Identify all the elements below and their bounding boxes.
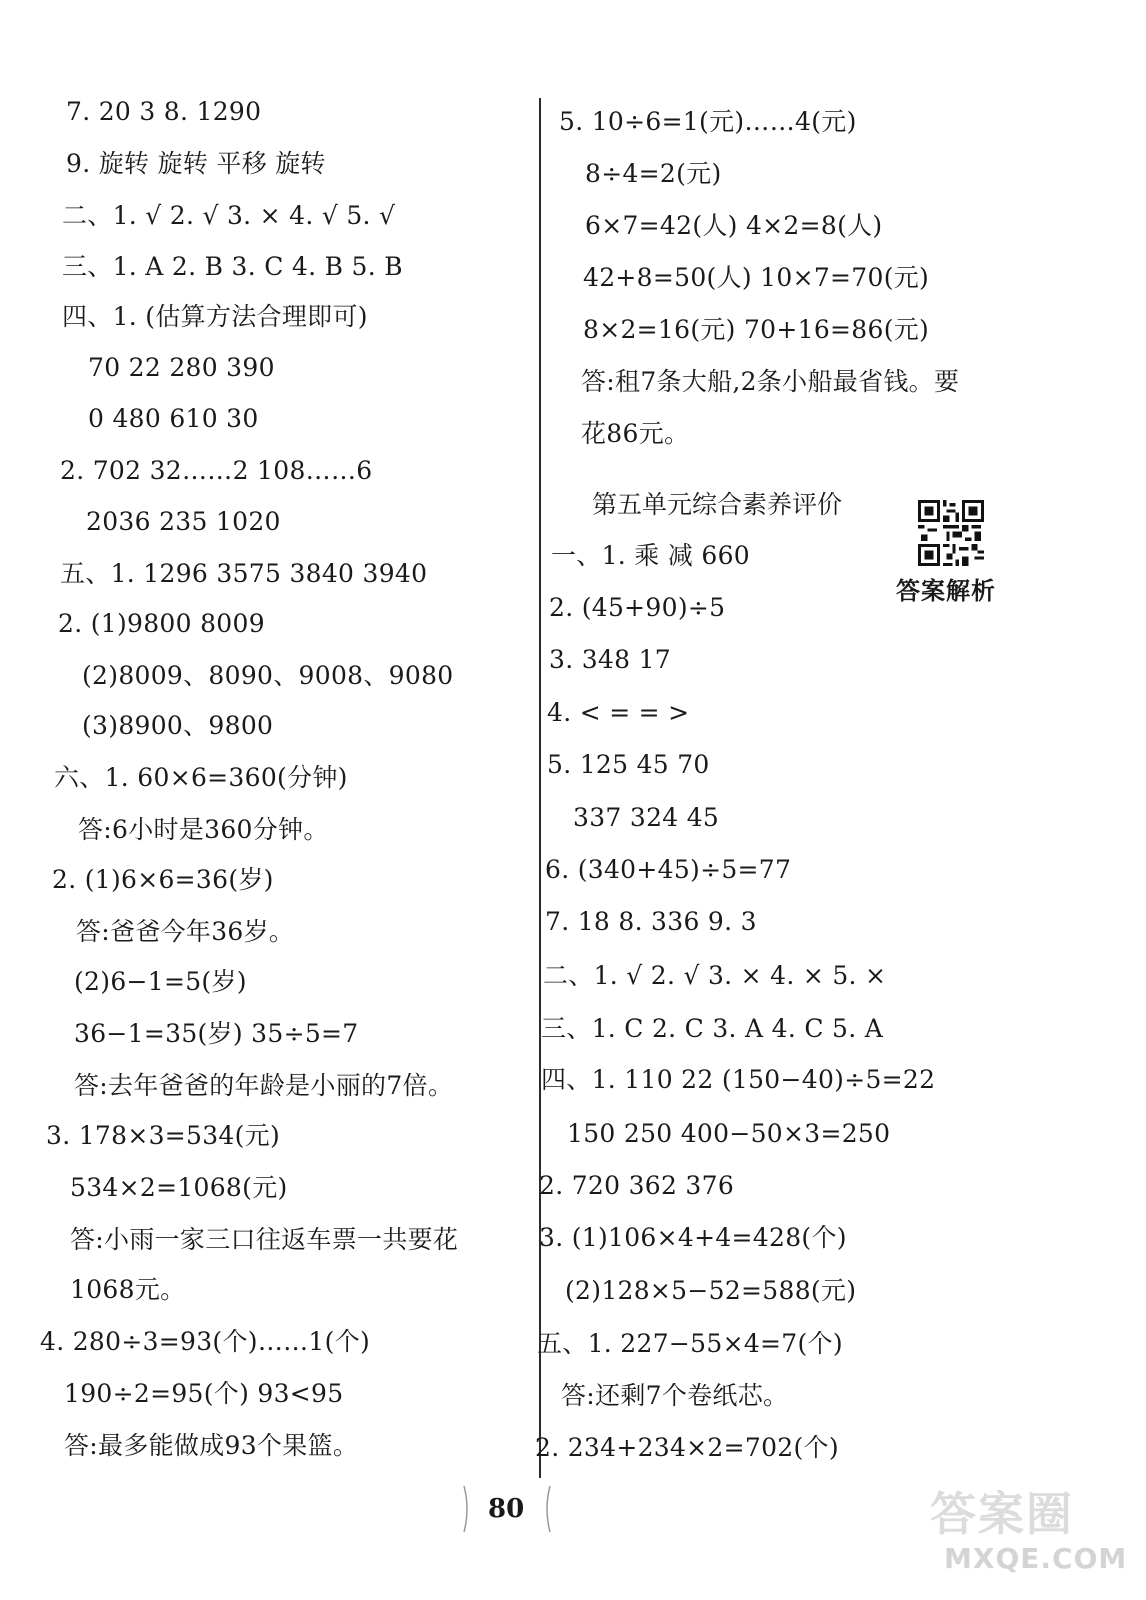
answer-line: 0 480 610 30 [88, 404, 259, 433]
answer-line: 6×7=42(人) 4×2=8(人) [585, 211, 883, 240]
answer-line: (2)128×5−52=588(元) [565, 1276, 857, 1305]
answer-line: 二、1. √ 2. √ 3. × 4. √ 5. √ [62, 201, 396, 230]
answer-line: 答:6小时是360分钟。 [78, 815, 329, 844]
answer-line: 答:还剩7个卷纸芯。 [561, 1381, 789, 1410]
answer-line: 答:租7条大船,2条小船最省钱。要 [581, 367, 960, 396]
answer-line: 六、1. 60×6=360(分钟) [54, 763, 348, 792]
answer-line: 1068元。 [70, 1275, 186, 1304]
answer-line: 42+8=50(人) 10×7=70(元) [583, 263, 930, 292]
answer-line: 2. (1)9800 8009 [58, 609, 265, 638]
answer-line: 2. 234+234×2=702(个) [535, 1433, 839, 1462]
answer-line: 3. (1)106×4+4=428(个) [539, 1223, 847, 1252]
answer-line: (3)8900、9800 [82, 711, 274, 740]
answer-line: 7. 18 8. 336 9. 3 [545, 907, 757, 936]
answer-line: 150 250 400−50×3=250 [567, 1119, 891, 1148]
answer-line: 三、1. A 2. B 3. C 4. B 5. B [62, 252, 403, 281]
watermark [930, 1478, 1130, 1588]
watermark-logo-text: 答案圈 [930, 1487, 1074, 1541]
answer-line: 三、1. C 2. C 3. A 4. C 5. A [541, 1014, 884, 1043]
answer-line: 6. (340+45)÷5=77 [545, 855, 792, 884]
column-divider [539, 98, 541, 1478]
answer-line: 2. 720 362 376 [539, 1171, 735, 1200]
answer-line: 答:去年爸爸的年龄是小丽的7倍。 [74, 1071, 454, 1100]
answer-line: 3. 178×3=534(元) [46, 1121, 281, 1150]
answer-line: 四、1. (估算方法合理即可) [62, 302, 368, 331]
answer-line: 二、1. √ 2. √ 3. × 4. × 5. × [543, 961, 887, 990]
answer-line: 一、1. 乘 减 660 [551, 541, 751, 570]
page-ornament-right-icon [542, 1484, 552, 1534]
answer-line: (2)6−1=5(岁) [74, 967, 247, 996]
answer-line: 2036 235 1020 [86, 507, 281, 536]
page-number: 80 [488, 1494, 525, 1524]
answer-line: 7. 20 3 8. 1290 [66, 97, 262, 126]
answer-line: 四、1. 110 22 (150−40)÷5=22 [541, 1065, 936, 1094]
answer-line: 答:爸爸今年36岁。 [76, 917, 295, 946]
answer-line: 2. 702 32……2 108……6 [60, 456, 373, 485]
qr-code-icon[interactable] [918, 500, 984, 566]
answer-line: 2. (1)6×6=36(岁) [52, 865, 274, 894]
answer-line: 8÷4=2(元) [585, 159, 722, 188]
answer-line: 花86元。 [581, 419, 690, 448]
answer-line: 534×2=1068(元) [70, 1173, 288, 1202]
answer-line: (2)8009、8090、9008、9080 [82, 661, 454, 690]
qr-label: 答案解析 [896, 576, 996, 605]
answer-line: 3. 348 17 [549, 645, 671, 674]
page-ornament-left-icon [462, 1484, 472, 1534]
section-title: 第五单元综合素养评价 [592, 490, 843, 519]
answer-line: 4. < = = > [547, 698, 690, 727]
answer-line: 2. (45+90)÷5 [549, 593, 726, 622]
answer-line: 190÷2=95(个) 93<95 [64, 1379, 344, 1408]
answer-line: 70 22 280 390 [88, 353, 275, 382]
answer-line: 五、1. 227−55×4=7(个) [537, 1329, 843, 1358]
answer-line: 5. 10÷6=1(元)……4(元) [559, 107, 857, 136]
answer-line: 4. 280÷3=93(个)……1(个) [40, 1327, 371, 1356]
answer-line: 五、1. 1296 3575 3840 3940 [60, 559, 428, 588]
watermark-url: MXQE.COM [944, 1542, 1128, 1575]
answer-line: 337 324 45 [573, 803, 720, 832]
answer-line: 36−1=35(岁) 35÷5=7 [74, 1019, 359, 1048]
answer-line: 5. 125 45 70 [547, 750, 710, 779]
answer-line: 答:最多能做成93个果篮。 [64, 1431, 359, 1460]
answer-line: 答:小雨一家三口往返车票一共要花 [70, 1225, 459, 1254]
answer-line: 9. 旋转 旋转 平移 旋转 [66, 149, 326, 178]
answer-line: 8×2=16(元) 70+16=86(元) [583, 315, 930, 344]
